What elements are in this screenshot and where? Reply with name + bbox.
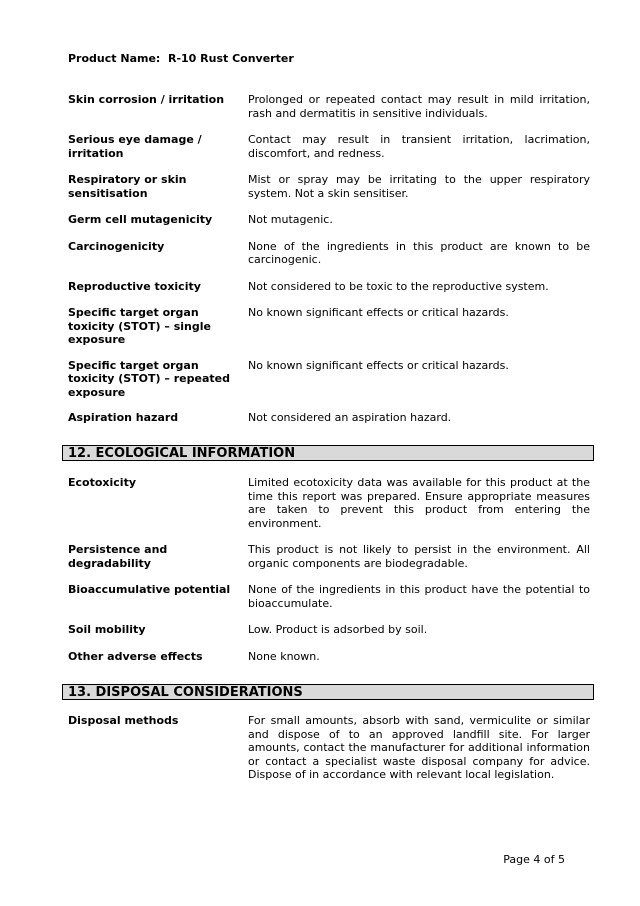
ecological-list bbox=[68, 476, 590, 663]
row-value: Mist or spray may be irritating to the upper respiratory system. Not a skin sensitiser. bbox=[248, 173, 590, 200]
row-label: Bioaccumulative potential bbox=[68, 583, 231, 596]
eco-row-persistence bbox=[68, 543, 590, 570]
product-name-value: R-10 Rust Converter bbox=[167, 52, 294, 65]
row-label: Reproductive toxicity bbox=[68, 279, 201, 293]
row-label: Ecotoxicity bbox=[68, 476, 136, 489]
product-name-label: Product Name: bbox=[68, 52, 161, 65]
tox-row-stot-single bbox=[68, 306, 590, 347]
row-label: Disposal methods bbox=[68, 714, 179, 727]
eco-row-ecotoxicity bbox=[68, 476, 590, 530]
row-value: Not mutagenic. bbox=[248, 213, 333, 226]
row-label: Specific target organ toxicity (STOT) – single exposure bbox=[68, 306, 211, 346]
disposal-row-methods bbox=[68, 714, 590, 782]
tox-row-carcinogenicity bbox=[68, 240, 590, 267]
section-13-heading: 13. DISPOSAL CONSIDERATIONS bbox=[62, 684, 594, 700]
row-value: Prolonged or repeated contact may result in mild irritation, rash and dermatitis in sensitive individuals. bbox=[248, 93, 590, 120]
row-label: Germ cell mutagenicity bbox=[68, 213, 213, 226]
row-value: Contact may result in transient irritation, lacrimation, discomfort, and redness. bbox=[248, 133, 590, 160]
row-label: Skin corrosion / irritation bbox=[68, 93, 225, 106]
row-value: Not considered to be toxic to the reproductive system. bbox=[248, 279, 549, 293]
eco-row-other-effects bbox=[68, 650, 590, 664]
eco-row-bioaccumulative bbox=[68, 583, 590, 610]
row-label: Soil mobility bbox=[68, 623, 146, 636]
page-number: Page 4 of 5 bbox=[503, 853, 565, 866]
row-value: None of the ingredients in this product have the potential to bioaccumulate. bbox=[248, 583, 590, 610]
row-label: Serious eye damage / irritation bbox=[68, 133, 202, 160]
row-value: For small amounts, absorb with sand, vermiculite or similar and dispose of to an approved landfill site. For larger amounts, contact the manufacturer for additional information or contact a specialist waste disposal company for advice. Dispose of in accordance with relevant local legislation. bbox=[248, 714, 590, 781]
tox-row-aspiration bbox=[68, 411, 590, 425]
section-12-heading: 12. ECOLOGICAL INFORMATION bbox=[62, 445, 594, 461]
row-label: Other adverse effects bbox=[68, 649, 203, 663]
row-label: Persistence and degradability bbox=[68, 543, 168, 570]
product-name-header bbox=[68, 52, 294, 65]
tox-row-reproductive bbox=[68, 280, 590, 294]
row-label: Respiratory or skin sensitisation bbox=[68, 173, 187, 200]
row-value: Limited ecotoxicity data was available for this product at the time this report was prepared. Ensure appropriate measures are taken to prevent this product from entering the environment. bbox=[248, 476, 590, 530]
tox-row-stot-repeated bbox=[68, 359, 590, 400]
tox-row-eye-damage bbox=[68, 133, 590, 160]
row-value: No known significant effects or critical hazards. bbox=[248, 358, 509, 372]
row-value: This product is not likely to persist in the environment. All organic components are biodegradable. bbox=[248, 543, 590, 570]
row-label: Specific target organ toxicity (STOT) – repeated exposure bbox=[68, 358, 230, 399]
eco-row-soil-mobility bbox=[68, 623, 590, 637]
tox-row-sensitisation bbox=[68, 173, 590, 200]
row-label: Carcinogenicity bbox=[68, 239, 165, 253]
row-value: None known. bbox=[248, 649, 320, 663]
row-label: Aspiration hazard bbox=[68, 411, 179, 424]
row-value: No known significant effects or critical hazards. bbox=[248, 306, 509, 319]
row-value: Low. Product is adsorbed by soil. bbox=[248, 623, 428, 636]
tox-row-mutagenicity bbox=[68, 213, 590, 227]
toxicology-list bbox=[68, 93, 590, 425]
row-value: None of the ingredients in this product are known to be carcinogenic. bbox=[248, 239, 590, 266]
row-value: Not considered an aspiration hazard. bbox=[248, 411, 452, 424]
tox-row-skin-corrosion bbox=[68, 93, 590, 120]
disposal-list bbox=[68, 714, 590, 782]
